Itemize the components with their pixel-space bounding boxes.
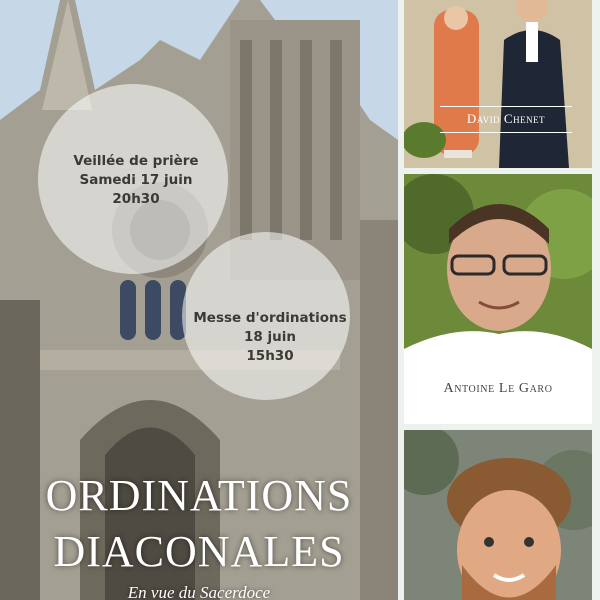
vigil-time: 20h30 [112, 191, 160, 207]
vigil-info [56, 152, 216, 209]
photo-3-illustration [404, 430, 592, 600]
mass-title: Messe d'ordinations [193, 310, 347, 326]
name-rule-bottom [440, 132, 572, 133]
photo-1-illustration [404, 0, 592, 168]
candidate-photo-antoine-le-garo [404, 174, 592, 424]
vigil-date: Samedi 17 juin [79, 172, 193, 188]
vigil-title: Veillée de prière [73, 153, 199, 169]
candidate-name-2: Antoine Le Garo [443, 381, 553, 396]
poster-title-line1: ORDINATIONS [45, 471, 353, 520]
name-rule-top [440, 106, 572, 107]
candidate-name-1: David Chenet [466, 111, 546, 126]
poster-title-line2: DIACONALES [53, 527, 345, 576]
mass-time: 15h30 [246, 348, 294, 364]
candidate-photo-3 [404, 430, 592, 600]
poster-subtitle: En vue du Sacerdoce [127, 583, 271, 600]
candidate-photo-david-chenet [404, 0, 592, 168]
mass-date: 18 juin [244, 329, 296, 345]
mass-info [180, 309, 360, 366]
